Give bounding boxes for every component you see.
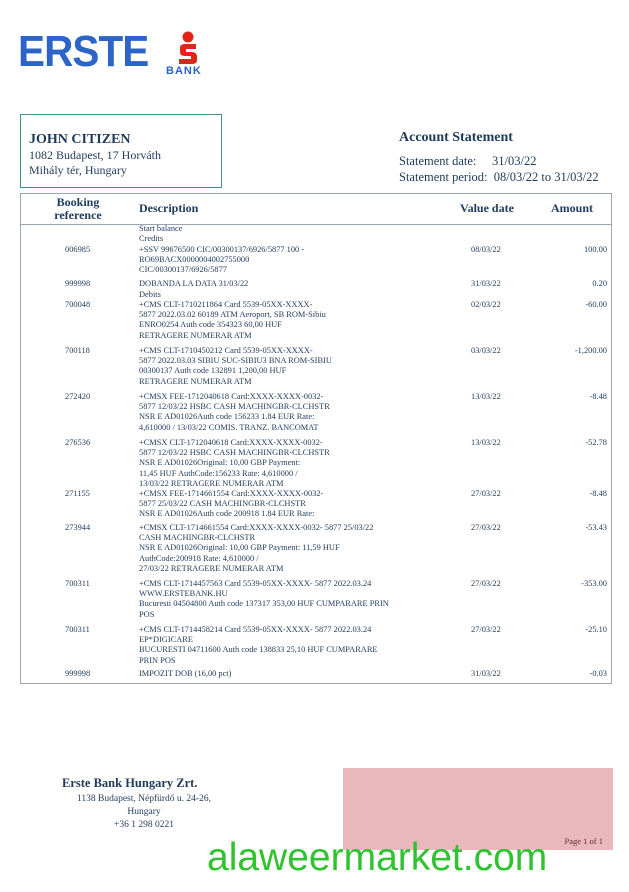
header-description: Description	[139, 201, 199, 215]
description-line: BUCURESTI 04711600 Auth code 138833 25,10 HUF CUMPARARE	[139, 645, 378, 655]
statement-date-row	[399, 153, 599, 169]
amount: 100.00	[583, 245, 607, 254]
customer-address-line1: 1082 Budapest, 17 Horváth	[29, 148, 161, 162]
description-line: Credits	[139, 234, 164, 243]
footer-address-line2: Hungary	[127, 807, 161, 817]
description-line: AuthCode:200918 Rate: 4,610000 /	[139, 553, 259, 563]
statement-date-label: Statement date:	[399, 154, 477, 168]
description-line: 13/03/22 RETRAGERE NUMERAR ATM	[139, 478, 284, 488]
amount: -8.48	[589, 392, 607, 401]
description-line: +CMS CLT-1710211864 Card 5539-05XX-XXXX-	[139, 300, 313, 309]
description-line: +CMS CLT-1714458214 Card 5539-05XX-XXXX- 5877 2022.03.24	[139, 625, 372, 634]
description-line: PRIN POS	[139, 655, 176, 665]
customer-name: JOHN CITIZEN	[29, 132, 131, 147]
booking-reference: 700311	[65, 579, 90, 588]
description-line: +CMS CLT-1714457563 Card 5539-05XX-XXXX- 5877 2022.03.24	[139, 579, 372, 588]
value-date: 31/03/22	[471, 279, 501, 288]
footer-company: Erste Bank Hungary Zrt.	[62, 776, 198, 790]
description-line: POS	[139, 609, 155, 619]
description-line: 5877 12/03/22 HSBC CASH MACHINGBR-CLCHSTR	[139, 402, 330, 412]
footer-phone: +36 1 298 0221	[114, 820, 174, 830]
booking-reference: 700118	[65, 346, 90, 355]
booking-reference: 700048	[65, 300, 91, 309]
description-line: RETRAGERE NUMERAR ATM	[139, 376, 252, 386]
description-line: NSR E AD01026Original: 10,00 GBP Payment: 11,59 HUF	[139, 543, 340, 553]
description-line: +CMSX FEE-1712040618 Card:XXXX-XXXX-0032-	[139, 392, 324, 401]
description-line: NSR E AD01026Auth code 200918 1.84 EUR Rate:	[139, 509, 315, 519]
customer-address-box	[20, 114, 222, 188]
value-date: 08/03/22	[471, 245, 501, 254]
amount: -1,200.00	[574, 346, 607, 355]
description-line: 27/03/22 RETRAGERE NUMERAR ATM	[139, 563, 284, 573]
value-date: 13/03/22	[471, 438, 501, 447]
statement-title: Account Statement	[399, 130, 513, 145]
description-line: Debits	[139, 290, 161, 299]
statement-info	[399, 130, 599, 185]
statement-period-value: 08/03/22 to 31/03/22	[493, 170, 599, 184]
booking-reference: 271155	[65, 489, 90, 498]
amount: -353.00	[581, 579, 607, 588]
description-line: CASH MACHINGBR-CLCHSTR	[139, 533, 256, 543]
description-line: IMPOZIT DOB (16,00 pct)	[139, 669, 232, 678]
description-line: +CMSX CLT-1712040618 Card:XXXX-XXXX-0032-	[139, 438, 323, 447]
booking-reference: 272420	[65, 392, 91, 401]
statement-period-row	[399, 169, 599, 185]
description-line: +CMSX FEE-1714661554 Card:XXXX-XXXX-0032-	[139, 489, 324, 498]
watermark-text: alaweermarket.com	[207, 836, 548, 879]
header-booking-reference	[43, 196, 113, 222]
logo-wordmark: ERSTE	[18, 27, 149, 76]
header-ref-line2: reference	[54, 208, 102, 222]
description-line: 00300137 Auth code 132891 1,200,00 HUF	[139, 366, 287, 376]
description-line: +CMSX CLT-1714661554 Card:XXXX-XXXX-0032- 5877 25/03/22	[139, 523, 374, 532]
description-line: NSR E AD01026Auth code 156233 1.84 EUR Rate:	[139, 412, 315, 422]
amount: -52.78	[585, 438, 607, 447]
statement-period-label: Statement period:	[399, 170, 488, 184]
amount: -53.43	[585, 523, 607, 532]
description-line: +SSV 99676500 CIC/00300137/6926/5877 100 -	[139, 245, 305, 254]
booking-reference: 276536	[65, 438, 91, 447]
description-line: RO69BACX0000004002755000	[139, 255, 250, 265]
header-ref-line1: Booking	[56, 195, 100, 209]
description-line: 11,45 HUF AuthCode:156233 Rate: 4,610000 /	[139, 468, 298, 478]
description-line: RETRAGERE NUMERAR ATM	[139, 330, 252, 340]
description-line: ENRO0254 Auth code 354323 60,00 HUF	[139, 320, 282, 330]
booking-reference: 006985	[65, 245, 91, 254]
description-line: CIC/00300137/6926/5877	[139, 265, 227, 275]
value-date: 27/03/22	[471, 579, 501, 588]
description-line: Start balance	[139, 224, 183, 233]
description-line: EP*DIGICARE	[139, 635, 193, 645]
value-date: 03/03/22	[471, 346, 501, 355]
statement-date-value: 31/03/22	[492, 154, 537, 168]
value-date: 13/03/22	[471, 392, 501, 401]
amount: -0.03	[589, 669, 607, 678]
header-divider	[21, 224, 611, 225]
description-line: 5877 2022.03.03 SIBIU SUC-SIBIU3 BNA ROM-SIBIU	[139, 356, 332, 366]
amount: -60.00	[585, 300, 607, 309]
booking-reference: 999998	[65, 669, 91, 678]
value-date: 27/03/22	[471, 489, 501, 498]
booking-reference: 700311	[65, 625, 90, 634]
description-line: WWW.ERSTEBANK.HU	[139, 589, 228, 599]
logo-bank-label: BANK	[166, 65, 202, 77]
booking-reference: 999998	[65, 279, 91, 288]
description-line: NSR E AD01026Original: 10,00 GBP Payment:	[139, 458, 301, 468]
description-line: 5877 25/03/22 CASH MACHINGBR-CLCHSTR	[139, 499, 306, 509]
header-value-date: Value date	[460, 201, 514, 215]
header-amount: Amount	[551, 201, 594, 215]
page-number: Page 1 of 1	[564, 836, 603, 846]
description-line: 5877 2022.03.02 60189 ATM Aeroport, SB ROM-Sibiu	[139, 310, 326, 320]
amount: -25.10	[585, 625, 607, 634]
amount: 0.20	[592, 279, 607, 288]
value-date: 27/03/22	[471, 523, 501, 532]
description-line: DOBANDA LA DATA 31/03/22	[139, 279, 249, 288]
value-date: 27/03/22	[471, 625, 501, 634]
description-line: +CMS CLT-1710450212 Card 5539-05XX-XXXX-	[139, 346, 313, 355]
value-date: 02/03/22	[471, 300, 501, 309]
description-line: 5877 12/03/22 HSBC CASH MACHINGBR-CLCHSTR	[139, 448, 330, 458]
amount: -8.48	[589, 489, 607, 498]
description-line: 4,610000 / 13/03/22 COMIS. TRANZ. BANCOMAT	[139, 422, 319, 432]
customer-address-line2: Mihály tér, Hungary	[29, 163, 127, 177]
booking-reference: 273944	[65, 523, 91, 532]
description-line: Bucuresti 04504800 Auth code 137317 353,00 HUF CUMPARARE PRIN	[139, 599, 389, 609]
value-date: 31/03/22	[471, 669, 501, 678]
footer-address-line1: 1138 Budapest, Népfürdő u. 24-26,	[77, 794, 211, 804]
transactions-table	[20, 193, 612, 684]
